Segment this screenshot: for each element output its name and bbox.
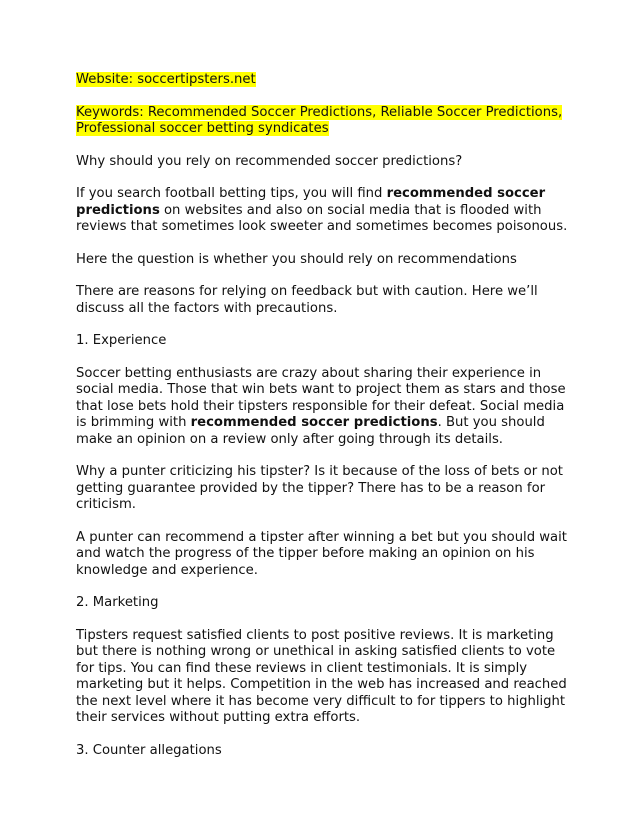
experience-paragraph bbox=[76, 366, 576, 449]
document-body bbox=[76, 72, 576, 775]
experience-text-b: . But you should make an opinion on a review only after going through its details. bbox=[76, 415, 545, 447]
question-paragraph: Here the question is whether you should rely on recommendations bbox=[76, 251, 517, 267]
section-heading-counter-allegations: 3. Counter allegations bbox=[76, 742, 222, 758]
intro-bold-keyword: recommended soccer predictions bbox=[76, 186, 546, 218]
question-heading: Why should you rely on recommended soccer predictions? bbox=[76, 153, 463, 169]
section-heading-experience: 1. Experience bbox=[76, 333, 167, 348]
keywords-line bbox=[76, 105, 576, 138]
intro-text-a: If you search football betting tips, you will find bbox=[76, 186, 387, 201]
experience-text-a: Soccer betting enthusiasts are crazy about sharing their experience in social media. Those that win bets want to project them as stars and those that lose bets hold their tipsters responsible for their defeat. Social media is brimming with bbox=[76, 365, 566, 430]
reasons-paragraph: There are reasons for relying on feedback but with caution. Here we’ll discuss all the factors with precautions. bbox=[76, 284, 538, 316]
intro-text-b: on websites and also on social media that is flooded with reviews that sometimes look sweeter and sometimes becomes poisonous. bbox=[76, 202, 568, 234]
punter-paragraph: A punter can recommend a tipster after winning a bet but you should wait and watch the progress of the tipper before making an opinion on his knowledge and experience. bbox=[76, 529, 567, 578]
experience-bold-keyword: recommended soccer predictions bbox=[190, 415, 438, 430]
why-paragraph: Why a punter criticizing his tipster? Is it because of the loss of bets or not getting guarantee provided by the tipper? There has to be a reason for criticism. bbox=[76, 464, 563, 512]
website-line bbox=[76, 72, 576, 89]
marketing-paragraph: Tipsters request satisfied clients to post positive reviews. It is marketing but there is nothing wrong or unethical in asking satisfied clients to vote for tips. You can find these reviews in client testimonials. It is simply marketing but it helps. Competition in the web has increased and reached the next level where it has become very difficult to for tippers to highlight their services without putting extra efforts. bbox=[76, 627, 567, 725]
section-heading-marketing: 2. Marketing bbox=[76, 595, 159, 610]
keywords-highlight: Keywords: Recommended Soccer Predictions, Reliable Soccer Predictions, Professional soccer betting syndicates bbox=[76, 104, 563, 136]
website-highlight: Website: soccertipsters.net bbox=[76, 72, 256, 87]
intro-paragraph bbox=[76, 186, 576, 236]
